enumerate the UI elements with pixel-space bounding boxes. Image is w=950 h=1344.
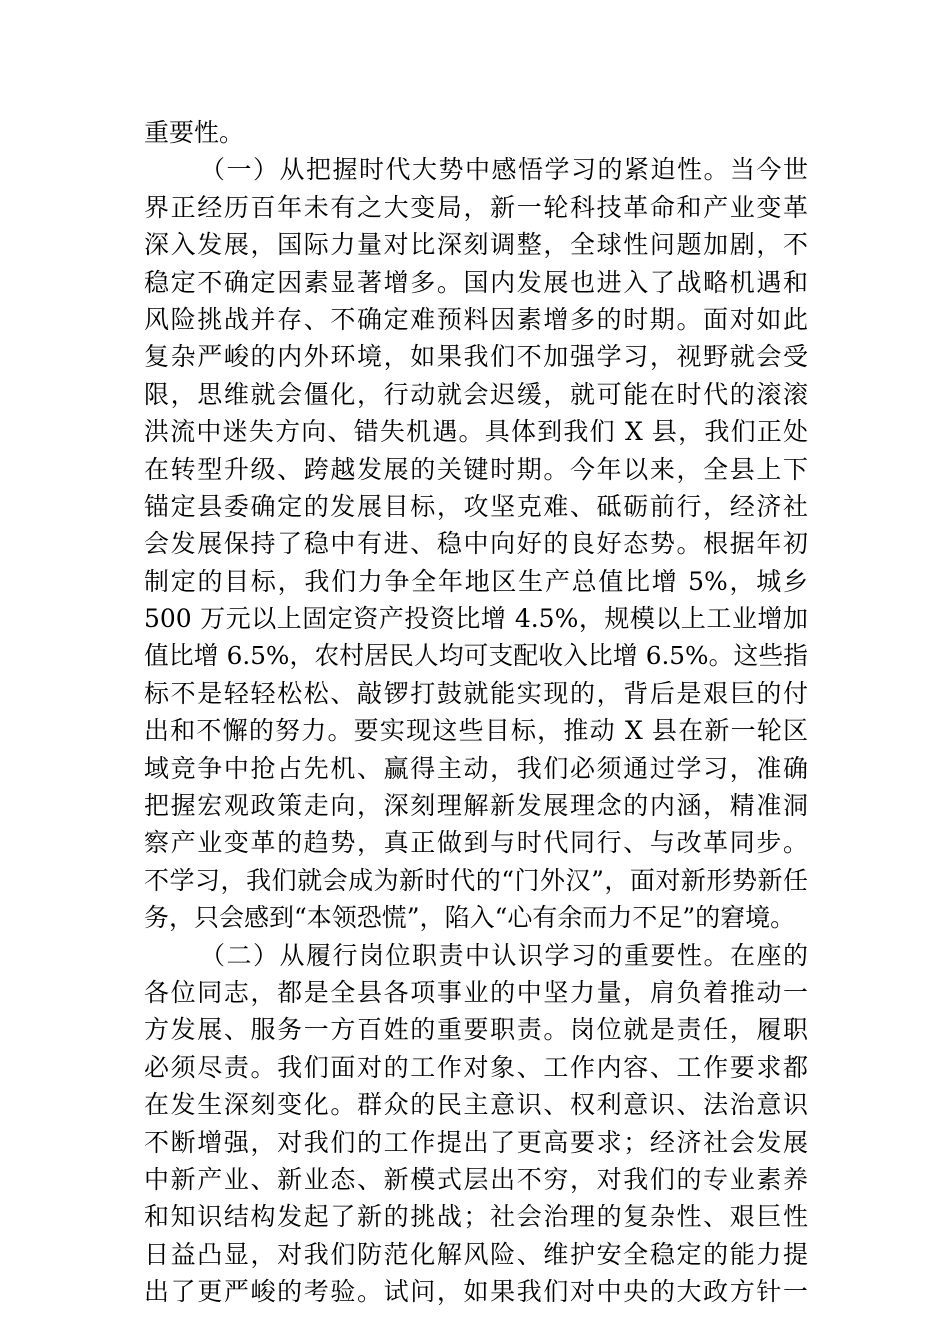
- text-line: 域竞争中抢占先机、赢得主动，我们必须通过学习，准确: [144, 753, 808, 783]
- text-line: 锚定县委确定的发展目标，攻坚克难、砥砺前行，经济社: [144, 491, 808, 521]
- text-line: 界正经历百年未有之大变局，新一轮科技革命和产业变革: [144, 192, 808, 222]
- text-line: 务，只会感到“本领恐慌”，陷入“心有余而力不足”的窘境。: [144, 903, 796, 933]
- text-line: 出和不懈的努力。要实现这些目标，推动 X 县在新一轮区: [144, 716, 808, 746]
- text-line: 标不是轻轻松松、敲锣打鼓就能实现的，背后是艰巨的付: [144, 678, 808, 708]
- text-line: 不断增强，对我们的工作提出了更高要求；经济社会发展: [144, 1127, 808, 1157]
- paragraph-first-line: （一）从把握时代大势中感悟学习的紧迫性。当今世: [200, 155, 808, 185]
- text-line: 察产业变革的趋势，真正做到与时代同行、与改革同步。: [144, 828, 808, 858]
- text-line: 必须尽责。我们面对的工作对象、工作内容、工作要求都: [144, 1052, 808, 1082]
- text-line: 风险挑战并存、不确定难预料因素增多的时期。面对如此: [144, 304, 808, 334]
- text-line: 方发展、服务一方百姓的重要职责。岗位就是责任，履职: [144, 1015, 808, 1045]
- text-line: 复杂严峻的内外环境，如果我们不加强学习，视野就会受: [144, 342, 808, 372]
- text-line: 制定的目标，我们力争全年地区生产总值比增 5%，城乡: [144, 566, 808, 596]
- paragraph-first-line: （二）从履行岗位职责中认识学习的重要性。在座的: [200, 940, 808, 970]
- text-line: 在转型升级、跨越发展的关键时期。今年以来，全县上下: [144, 454, 808, 484]
- text-line: 和知识结构发起了新的挑战；社会治理的复杂性、艰巨性: [144, 1202, 808, 1232]
- text-line: 值比增 6.5%，农村居民人均可支配收入比增 6.5%。这些指: [144, 641, 808, 671]
- text-line: 限，思维就会僵化，行动就会迟缓，就可能在时代的滚滚: [144, 379, 808, 409]
- text-line: 出了更严峻的考验。试问，如果我们对中央的大政方针一: [144, 1277, 808, 1307]
- text-line: 日益凸显，对我们防范化解风险、维护安全稳定的能力提: [144, 1239, 808, 1269]
- text-line: 500 万元以上固定资产投资比增 4.5%，规模以上工业增加: [144, 604, 808, 634]
- text-line: 重要性。: [144, 118, 245, 147]
- text-line: 各位同志，都是全县各项事业的中坚力量，肩负着推动一: [144, 977, 808, 1007]
- text-line: 把握宏观政策走向，深刻理解新发展理念的内涵，精准洞: [144, 791, 808, 821]
- text-line: 洪流中迷失方向、错失机遇。具体到我们 X 县，我们正处: [144, 417, 808, 447]
- text-line: 中新产业、新业态、新模式层出不穷，对我们的专业素养: [144, 1164, 808, 1194]
- text-line: 稳定不确定因素显著增多。国内发展也进入了战略机遇和: [144, 267, 808, 297]
- text-line: 不学习，我们就会成为新时代的“门外汉”，面对新形势新任: [144, 865, 808, 895]
- text-line: 在发生深刻变化。群众的民主意识、权利意识、法治意识: [144, 1090, 808, 1120]
- text-line: 会发展保持了稳中有进、稳中向好的良好态势。根据年初: [144, 529, 808, 559]
- body-text: [144, 114, 808, 1311]
- text-line: 深入发展，国际力量对比深刻调整，全球性问题加剧，不: [144, 230, 808, 260]
